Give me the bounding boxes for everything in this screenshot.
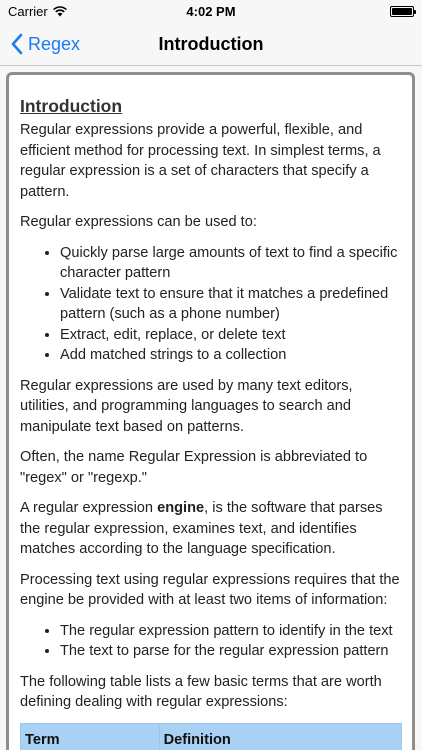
wifi-icon bbox=[52, 5, 68, 17]
table-header-row bbox=[21, 723, 402, 750]
table-header-definition: Definition bbox=[159, 723, 401, 750]
list-item: • Quickly parse large amounts of text to find a specific character pattern bbox=[60, 243, 402, 284]
content-frame[interactable] bbox=[6, 72, 415, 750]
navigation-bar bbox=[0, 22, 422, 66]
list-item: • Add matched strings to a collection bbox=[60, 345, 402, 366]
paragraph-uses: Regular expressions can be used to: bbox=[20, 214, 257, 230]
requirements-list bbox=[20, 621, 402, 662]
engine-term: engine bbox=[157, 500, 205, 516]
article bbox=[9, 75, 412, 750]
terms-table bbox=[20, 723, 402, 750]
uses-list bbox=[20, 243, 402, 366]
list-item: • Extract, edit, replace, or delete text bbox=[60, 325, 402, 346]
status-bar bbox=[0, 0, 422, 22]
article-heading: Introduction bbox=[20, 96, 123, 116]
engine-text-after: , is the software that parses the regular expression, examines text, and identifies matches according to the language specification. bbox=[20, 500, 383, 557]
engine-text-before: A regular expression bbox=[20, 500, 158, 516]
carrier-label: Carrier bbox=[8, 3, 48, 19]
battery-fill bbox=[392, 8, 412, 15]
back-button-label: Regex bbox=[28, 33, 81, 54]
back-button[interactable] bbox=[10, 22, 80, 66]
paragraph-table-intro: The following table lists a few basic terms that are worth defining dealing with regular expressions: bbox=[20, 673, 382, 710]
paragraph-abbreviation: Often, the name Regular Expression is abbreviated to "regex" or "regexp." bbox=[20, 449, 368, 486]
status-left bbox=[8, 4, 68, 19]
paragraph-intro: Regular expressions provide a powerful, flexible, and efficient method for processing text. In simplest terms, a regular expression is a set of characters that specify a pattern. bbox=[20, 122, 381, 200]
list-item: • The regular expression pattern to identify in the text bbox=[60, 621, 402, 642]
paragraph-requirements: Processing text using regular expressions requires that the engine be provided with at least two items of information: bbox=[20, 571, 400, 608]
list-item: • The text to parse for the regular expression pattern bbox=[60, 641, 402, 662]
table-header-term: Term bbox=[21, 723, 160, 750]
paragraph-engine bbox=[20, 498, 402, 560]
list-item: • Validate text to ensure that it matches a predefined pattern (such as a phone number) bbox=[60, 284, 402, 325]
page-title: Introduction bbox=[158, 34, 264, 54]
status-time: 4:02 PM bbox=[186, 3, 236, 19]
paragraph-tools: Regular expressions are used by many text editors, utilities, and programming languages to search and manipulate text based on patterns. bbox=[20, 377, 353, 435]
chevron-left-icon bbox=[10, 33, 24, 55]
battery-icon bbox=[390, 6, 414, 17]
